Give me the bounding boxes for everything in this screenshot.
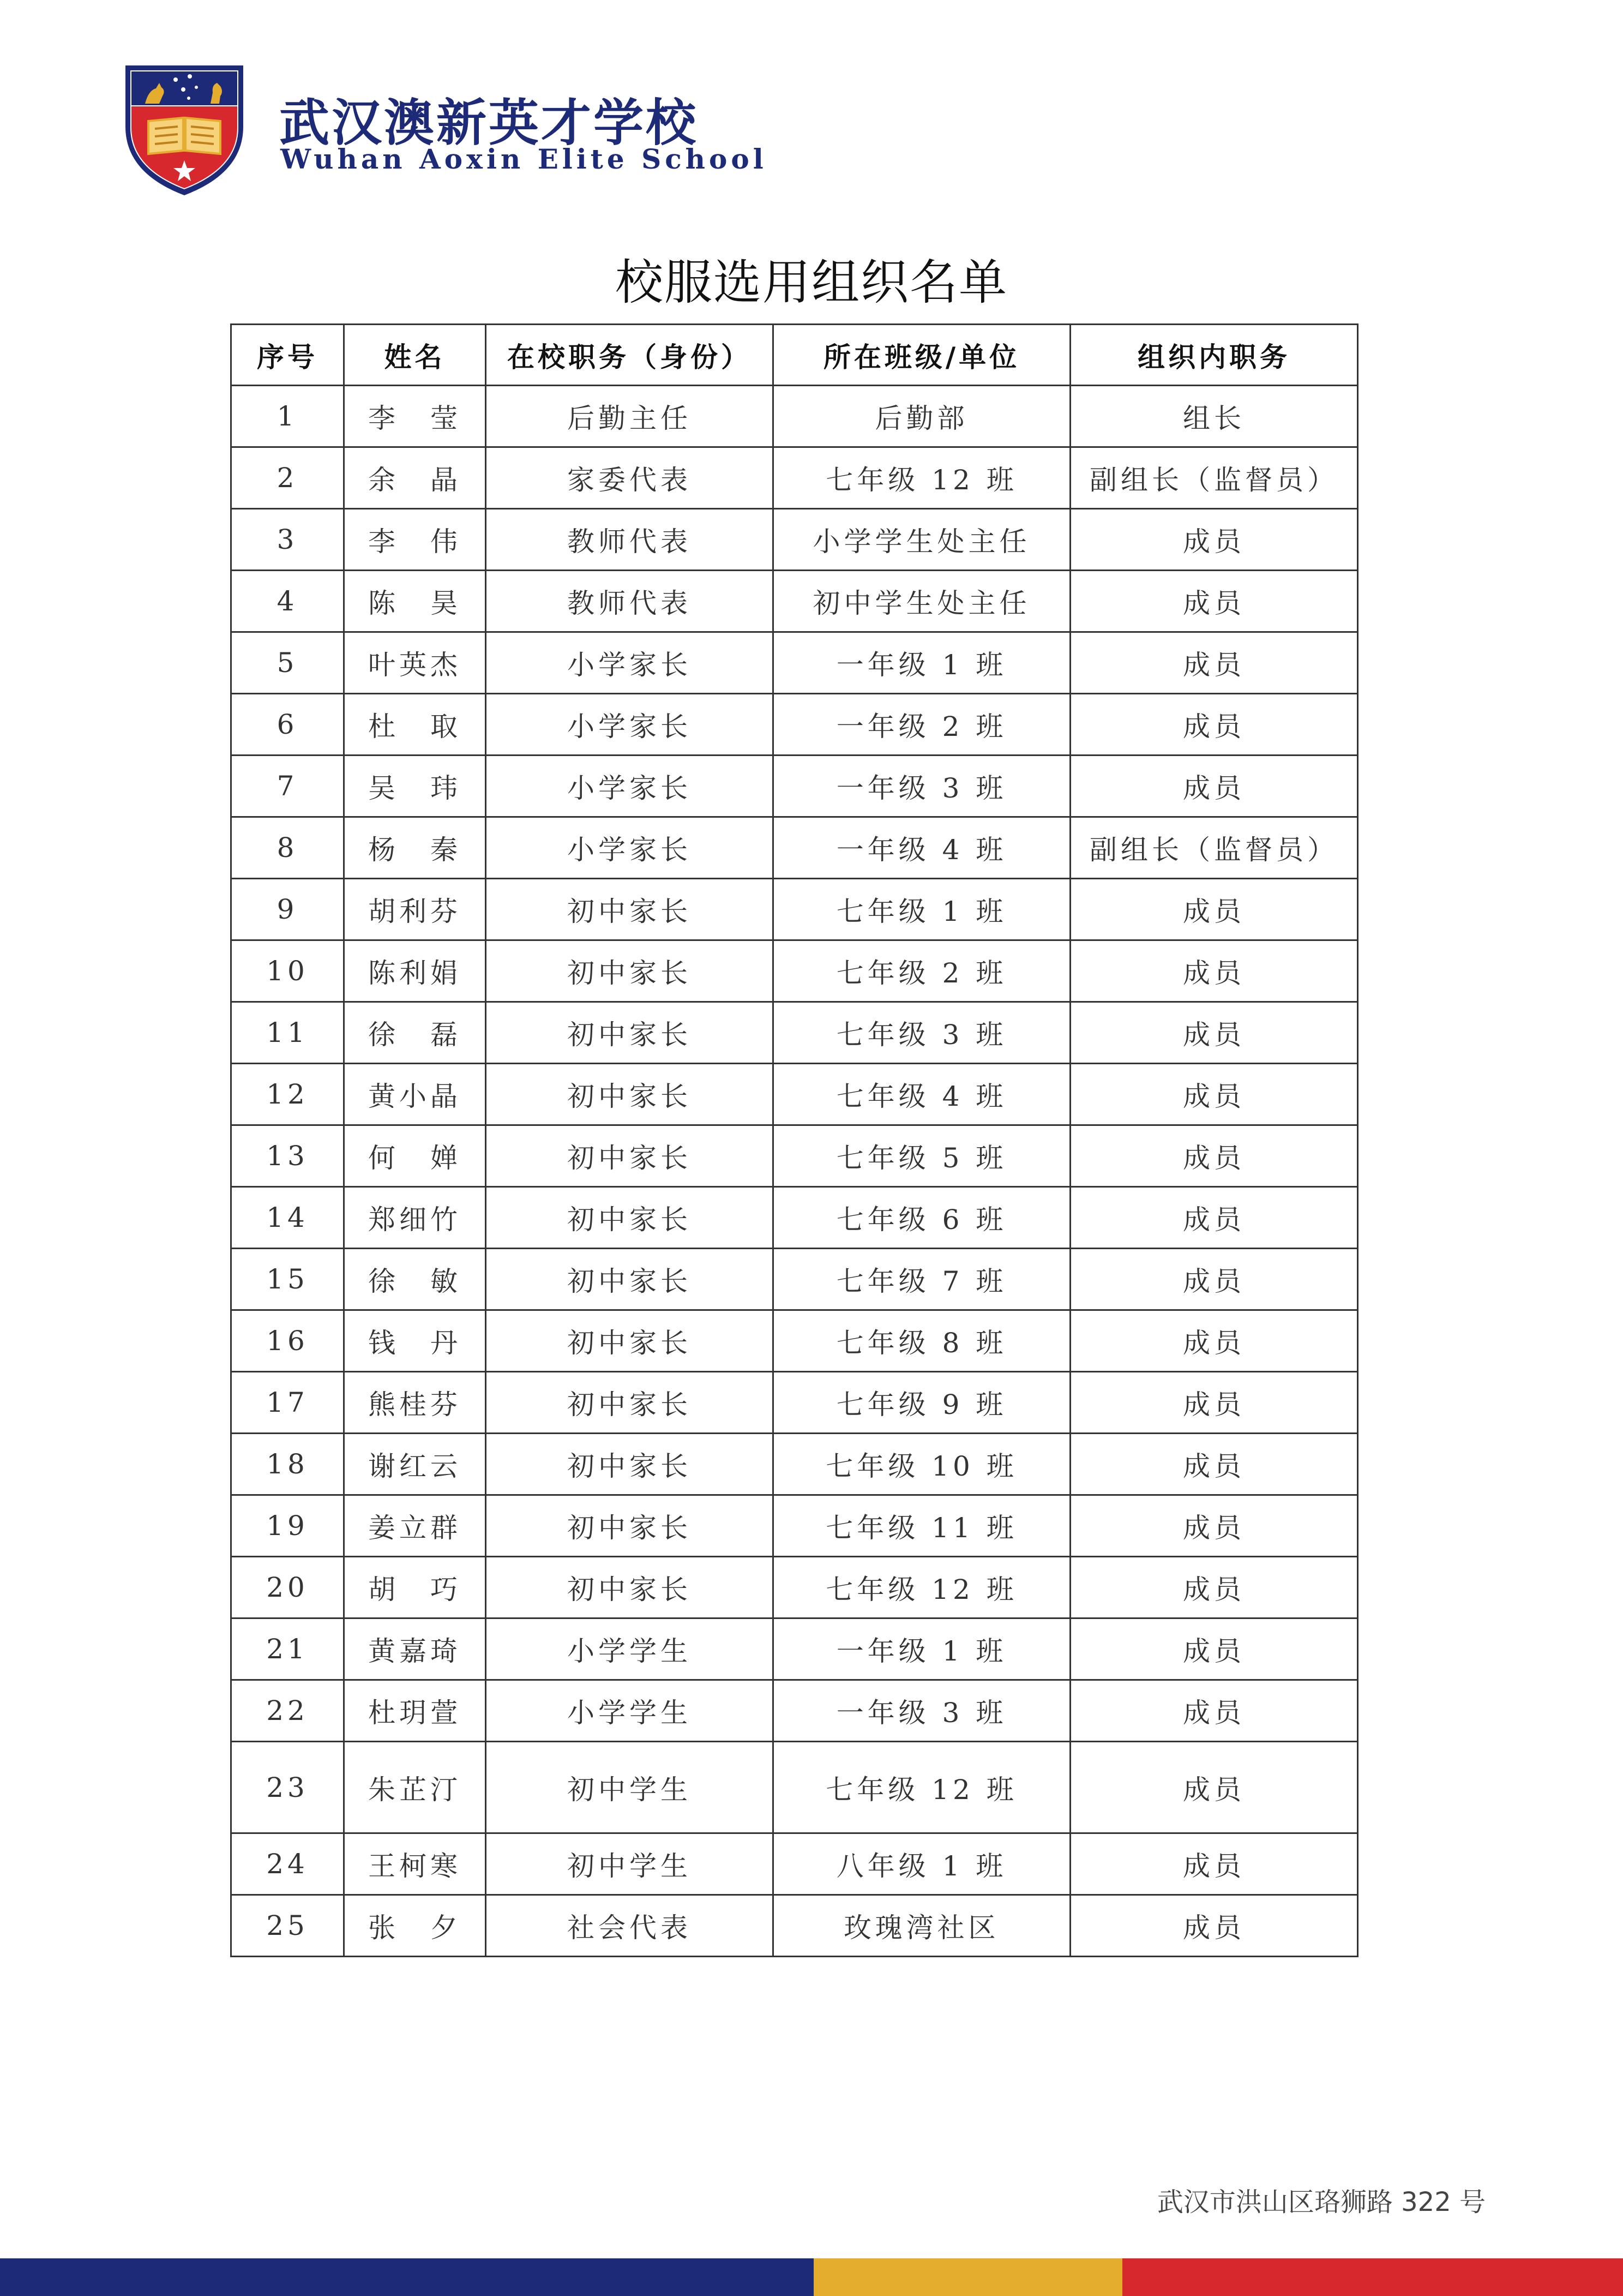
cell-school-role: 初中家长	[486, 1495, 773, 1557]
cell-class-unit: 七年级 11 班	[773, 1495, 1071, 1557]
cell-name: 杜玥萱	[344, 1680, 486, 1742]
cell-school-role: 初中家长	[486, 1310, 773, 1372]
letterhead	[121, 61, 767, 197]
cell-index: 9	[231, 879, 344, 940]
column-header-committee-role: 组织内职务	[1071, 325, 1358, 386]
school-name-chinese: 武汉澳新英才学校	[279, 94, 699, 152]
cell-class-unit: 小学学生处主任	[773, 509, 1071, 571]
cell-school-role: 初中家长	[486, 1372, 773, 1434]
cell-school-role: 初中家长	[486, 1064, 773, 1125]
table-row	[231, 1434, 1358, 1495]
table-row	[231, 1680, 1358, 1742]
cell-index: 2	[231, 447, 344, 509]
cell-index: 14	[231, 1187, 344, 1249]
cell-committee-role: 成员	[1071, 632, 1358, 694]
cell-index: 22	[231, 1680, 344, 1742]
cell-name: 黄小晶	[344, 1064, 486, 1125]
table-row	[231, 447, 1358, 509]
cell-name: 陈利娟	[344, 940, 486, 1002]
cell-class-unit: 后勤部	[773, 386, 1071, 447]
cell-school-role: 家委代表	[486, 447, 773, 509]
cell-name: 徐 敏	[344, 1249, 486, 1310]
cell-school-role: 小学家长	[486, 694, 773, 756]
cell-committee-role: 成员	[1071, 1187, 1358, 1249]
cell-index: 5	[231, 632, 344, 694]
cell-name: 陈 昊	[344, 571, 486, 632]
footer-address: 武汉市洪山区珞狮路 322 号	[1157, 2187, 1486, 2217]
cell-committee-role: 成员	[1071, 1310, 1358, 1372]
cell-index: 7	[231, 756, 344, 817]
cell-committee-role: 成员	[1071, 509, 1358, 571]
table-row	[231, 940, 1358, 1002]
committee-roster-table	[230, 323, 1358, 1957]
cell-index: 18	[231, 1434, 344, 1495]
cell-school-role: 初中家长	[486, 1434, 773, 1495]
school-name-english: Wuhan Aoxin Elite School	[280, 143, 767, 175]
column-header-index: 序号	[231, 325, 344, 386]
cell-school-role: 初中学生	[486, 1833, 773, 1895]
cell-committee-role: 成员	[1071, 1064, 1358, 1125]
table-row	[231, 1833, 1358, 1895]
cell-class-unit: 七年级 3 班	[773, 1002, 1071, 1064]
cell-committee-role: 成员	[1071, 1002, 1358, 1064]
table-row	[231, 571, 1358, 632]
cell-name: 熊桂芬	[344, 1372, 486, 1434]
cell-name: 叶英杰	[344, 632, 486, 694]
cell-index: 6	[231, 694, 344, 756]
cell-committee-role: 成员	[1071, 940, 1358, 1002]
cell-index: 13	[231, 1125, 344, 1187]
cell-index: 4	[231, 571, 344, 632]
cell-index: 20	[231, 1557, 344, 1618]
cell-committee-role: 成员	[1071, 1125, 1358, 1187]
cell-committee-role: 成员	[1071, 756, 1358, 817]
cell-class-unit: 七年级 12 班	[773, 1742, 1071, 1833]
cell-school-role: 小学家长	[486, 632, 773, 694]
cell-class-unit: 七年级 12 班	[773, 1557, 1071, 1618]
cell-name: 李 伟	[344, 509, 486, 571]
cell-index: 3	[231, 509, 344, 571]
cell-school-role: 初中家长	[486, 1557, 773, 1618]
table-row	[231, 817, 1358, 879]
document-title: 校服选用组织名单	[615, 254, 1008, 310]
cell-committee-role: 成员	[1071, 1680, 1358, 1742]
cell-name: 李 莹	[344, 386, 486, 447]
cell-class-unit: 一年级 1 班	[773, 1618, 1071, 1680]
cell-name: 钱 丹	[344, 1310, 486, 1372]
cell-committee-role: 副组长（监督员）	[1071, 817, 1358, 879]
cell-class-unit: 一年级 2 班	[773, 694, 1071, 756]
cell-class-unit: 一年级 3 班	[773, 756, 1071, 817]
cell-name: 徐 磊	[344, 1002, 486, 1064]
cell-index: 23	[231, 1742, 344, 1833]
cell-school-role: 小学学生	[486, 1680, 773, 1742]
cell-school-role: 小学家长	[486, 817, 773, 879]
cell-class-unit: 八年级 1 班	[773, 1833, 1071, 1895]
cell-name: 姜立群	[344, 1495, 486, 1557]
crest-star-2	[188, 74, 192, 79]
cell-school-role: 教师代表	[486, 571, 773, 632]
cell-name: 杨 秦	[344, 817, 486, 879]
cell-name: 谢红云	[344, 1434, 486, 1495]
cell-school-role: 小学学生	[486, 1618, 773, 1680]
cell-index: 19	[231, 1495, 344, 1557]
cell-index: 11	[231, 1002, 344, 1064]
table-row	[231, 386, 1358, 447]
cell-school-role: 后勤主任	[486, 386, 773, 447]
cell-name: 杜 取	[344, 694, 486, 756]
cell-name: 余 晶	[344, 447, 486, 509]
cell-class-unit: 七年级 1 班	[773, 879, 1071, 940]
cell-class-unit: 七年级 2 班	[773, 940, 1071, 1002]
table-row	[231, 694, 1358, 756]
cell-committee-role: 成员	[1071, 1557, 1358, 1618]
cell-name: 吴 玮	[344, 756, 486, 817]
footer-stripe-yellow	[814, 2258, 1122, 2296]
table-header-row	[231, 325, 1358, 386]
column-header-school-role: 在校职务（身份）	[486, 325, 773, 386]
table-row	[231, 1064, 1358, 1125]
cell-class-unit: 一年级 1 班	[773, 632, 1071, 694]
cell-name: 胡 巧	[344, 1557, 486, 1618]
cell-committee-role: 成员	[1071, 571, 1358, 632]
cell-school-role: 教师代表	[486, 509, 773, 571]
cell-school-role: 初中学生	[486, 1742, 773, 1833]
cell-name: 张 夕	[344, 1895, 486, 1957]
cell-committee-role: 成员	[1071, 1833, 1358, 1895]
table-row	[231, 1495, 1358, 1557]
school-crest-logo	[121, 61, 248, 197]
table-row	[231, 1249, 1358, 1310]
cell-school-role: 初中家长	[486, 940, 773, 1002]
cell-committee-role: 成员	[1071, 1742, 1358, 1833]
cell-index: 15	[231, 1249, 344, 1310]
cell-name: 郑细竹	[344, 1187, 486, 1249]
table-row	[231, 1187, 1358, 1249]
cell-index: 24	[231, 1833, 344, 1895]
table-row	[231, 1372, 1358, 1434]
cell-school-role: 初中家长	[486, 1187, 773, 1249]
cell-school-role: 初中家长	[486, 879, 773, 940]
cell-class-unit: 玫瑰湾社区	[773, 1895, 1071, 1957]
cell-index: 25	[231, 1895, 344, 1957]
table-row	[231, 879, 1358, 940]
cell-index: 16	[231, 1310, 344, 1372]
cell-committee-role: 副组长（监督员）	[1071, 447, 1358, 509]
cell-committee-role: 成员	[1071, 1434, 1358, 1495]
cell-index: 8	[231, 817, 344, 879]
cell-index: 10	[231, 940, 344, 1002]
cell-committee-role: 成员	[1071, 1249, 1358, 1310]
cell-name: 胡利芬	[344, 879, 486, 940]
cell-name: 王柯寒	[344, 1833, 486, 1895]
crest-star-3	[181, 87, 185, 92]
table-row	[231, 1125, 1358, 1187]
cell-name: 朱芷汀	[344, 1742, 486, 1833]
cell-class-unit: 七年级 6 班	[773, 1187, 1071, 1249]
footer-stripe-red	[1122, 2258, 1623, 2296]
cell-class-unit: 七年级 7 班	[773, 1249, 1071, 1310]
cell-class-unit: 一年级 4 班	[773, 817, 1071, 879]
table-row	[231, 1618, 1358, 1680]
table-row	[231, 1002, 1358, 1064]
table-row	[231, 1310, 1358, 1372]
cell-class-unit: 七年级 4 班	[773, 1064, 1071, 1125]
cell-committee-role: 成员	[1071, 1372, 1358, 1434]
cell-committee-role: 成员	[1071, 879, 1358, 940]
crest-star-4	[195, 86, 198, 89]
table-row	[231, 509, 1358, 571]
table-row	[231, 1557, 1358, 1618]
column-header-class-unit: 所在班级/单位	[773, 325, 1071, 386]
cell-class-unit: 七年级 5 班	[773, 1125, 1071, 1187]
cell-committee-role: 组长	[1071, 386, 1358, 447]
table-row	[231, 632, 1358, 694]
cell-class-unit: 七年级 10 班	[773, 1434, 1071, 1495]
cell-index: 1	[231, 386, 344, 447]
cell-name: 黄嘉琦	[344, 1618, 486, 1680]
cell-index: 12	[231, 1064, 344, 1125]
cell-class-unit: 一年级 3 班	[773, 1680, 1071, 1742]
cell-committee-role: 成员	[1071, 694, 1358, 756]
cell-school-role: 初中家长	[486, 1249, 773, 1310]
column-header-name: 姓名	[344, 325, 486, 386]
table-row	[231, 756, 1358, 817]
cell-committee-role: 成员	[1071, 1618, 1358, 1680]
footer-stripe-blue	[0, 2258, 814, 2296]
table-row	[231, 1742, 1358, 1833]
crest-star-1	[173, 77, 178, 82]
cell-class-unit: 七年级 8 班	[773, 1310, 1071, 1372]
cell-class-unit: 七年级 9 班	[773, 1372, 1071, 1434]
cell-committee-role: 成员	[1071, 1495, 1358, 1557]
cell-committee-role: 成员	[1071, 1895, 1358, 1957]
cell-class-unit: 七年级 12 班	[773, 447, 1071, 509]
cell-school-role: 社会代表	[486, 1895, 773, 1957]
crest-star-5	[187, 97, 190, 100]
cell-school-role: 初中家长	[486, 1125, 773, 1187]
cell-index: 21	[231, 1618, 344, 1680]
cell-school-role: 初中家长	[486, 1002, 773, 1064]
cell-index: 17	[231, 1372, 344, 1434]
table-row	[231, 1895, 1358, 1957]
cell-name: 何 婵	[344, 1125, 486, 1187]
cell-school-role: 小学家长	[486, 756, 773, 817]
cell-class-unit: 初中学生处主任	[773, 571, 1071, 632]
